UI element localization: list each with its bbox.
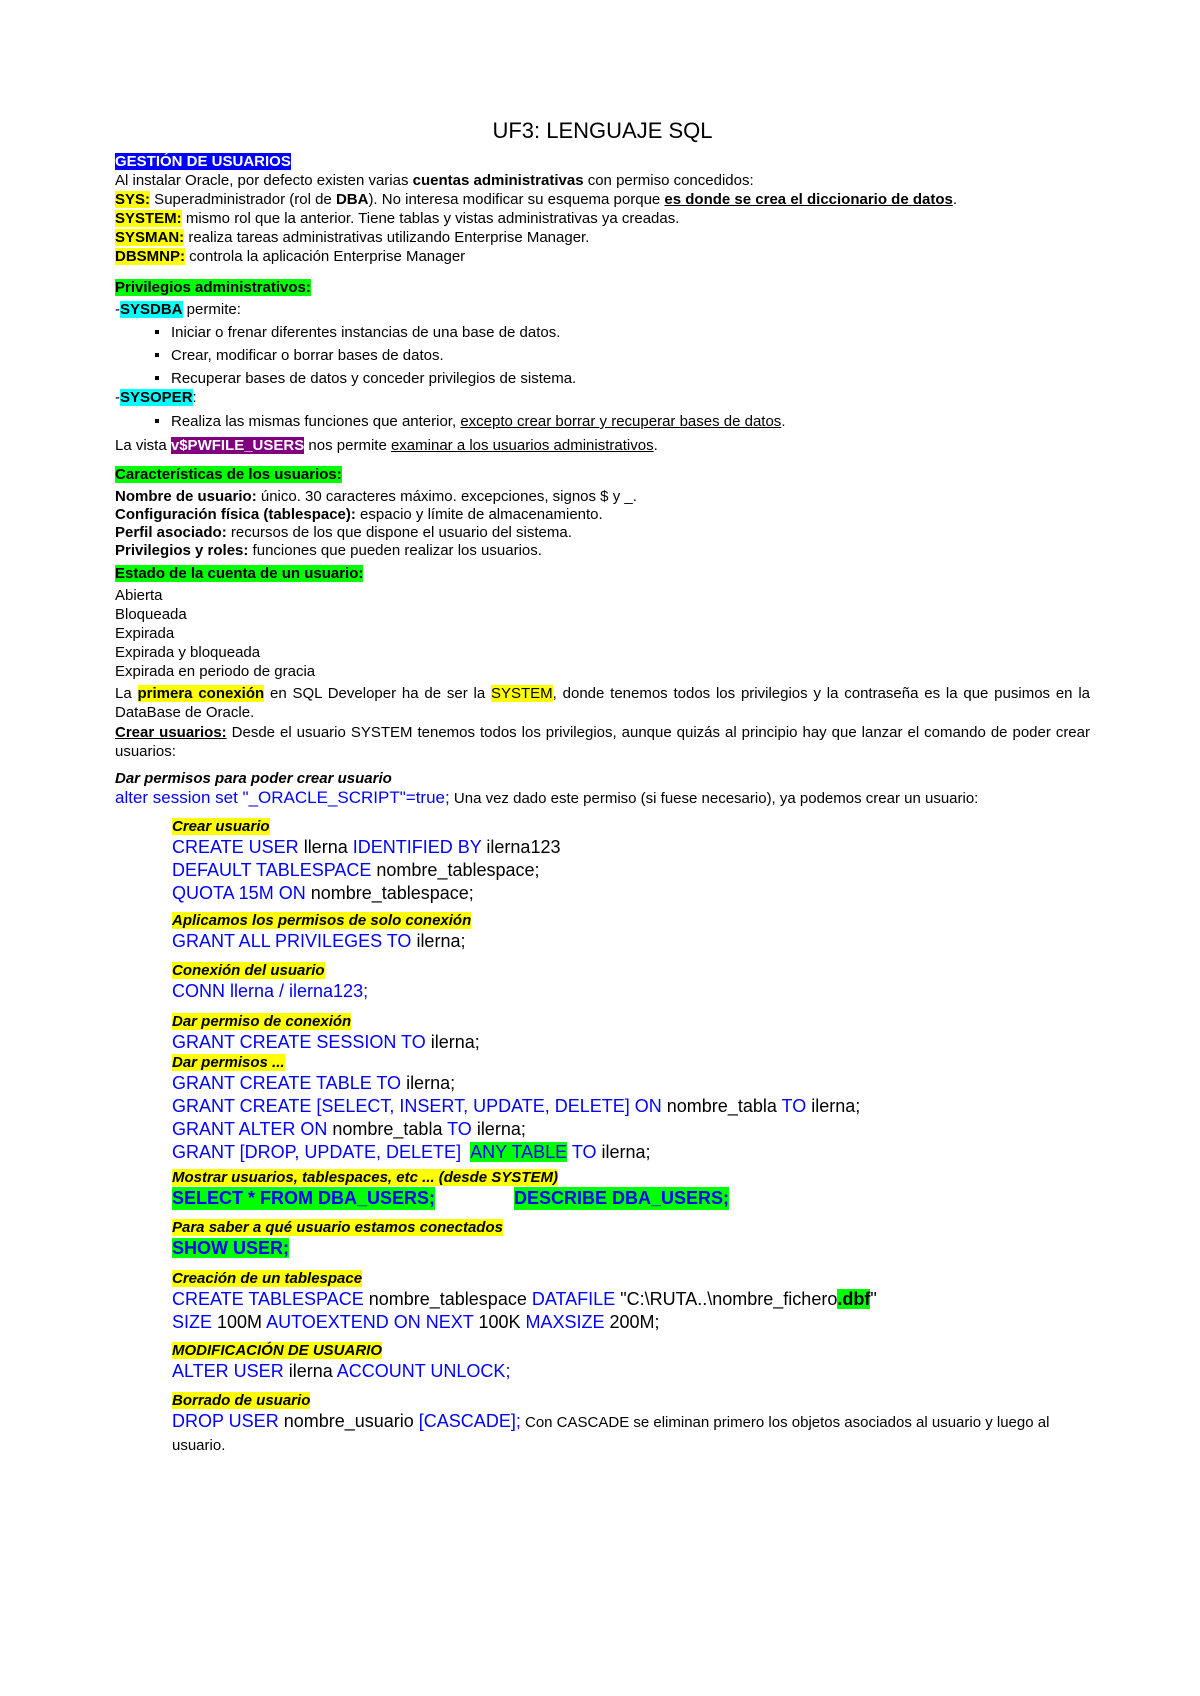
estado-item: Bloqueada <box>115 606 187 623</box>
list-item: Recuperar bases de datos y conceder privilegios de sistema. <box>115 367 1090 390</box>
saber-heading: Para saber a qué usuario estamos conectados <box>172 1219 503 1236</box>
estado-item: Expirada en periodo de gracia <box>115 663 316 680</box>
saber-block: Para saber a qué usuario estamos conectados SHOW USER; <box>172 1219 503 1258</box>
crear-usuario-block: Crear usuario CREATE USER llerna IDENTIFIED BY ilerna123 DEFAULT TABLESPACE nombre_tablespace; QUOTA 15M ON nombre_tablespace; <box>172 818 561 903</box>
gestion-heading: GESTIÓN DE USUARIOS <box>115 153 291 170</box>
aplicamos-heading: Aplicamos los permisos de solo conexión <box>172 912 472 929</box>
sysoper-list <box>115 410 1090 433</box>
document-title: UF3: LENGUAJE SQL <box>492 118 713 143</box>
system-line: SYSTEM: mismo rol que la anterior. Tiene tablas y vistas administrativas ya creadas. <box>115 210 680 227</box>
dar-permisos-heading: Dar permisos ... <box>172 1054 285 1071</box>
borrado-heading: Borrado de usuario <box>172 1392 311 1409</box>
select-dba-users: SELECT * FROM DBA_USERS; <box>172 1188 436 1208</box>
caracteristica-row: Perfil asociado: recursos de los que dispone el usuario del sistema. <box>115 524 572 541</box>
estado-section <box>115 562 1090 681</box>
list-item: Crear, modificar o borrar bases de datos. <box>115 344 1090 367</box>
tablespace-block: Creación de un tablespace CREATE TABLESPACE nombre_tablespace DATAFILE "C:\RUTA..\nombre_fichero.dbf" SIZE 100M AUTOEXTEND ON NEXT 100K MAXSIZE 200M; <box>172 1270 877 1332</box>
crear-usuarios-paragraph: Crear usuarios: Desde el usuario SYSTEM tenemos todos los privilegios, aunque quizás al principio hay que lanzar el comando de poder crear usuarios: <box>115 724 1090 760</box>
caracteristicas-heading: Características de los usuarios: <box>115 466 342 483</box>
privilegios-heading: Privilegios administrativos: <box>115 279 311 296</box>
sysdba-list <box>115 321 1090 390</box>
modificacion-heading: MODIFICACIÓN DE USUARIO <box>172 1342 382 1359</box>
sysman-line: SYSMAN: realiza tareas administrativas utilizando Enterprise Manager. <box>115 229 590 246</box>
estado-item: Expirada <box>115 625 175 642</box>
tablespace-heading: Creación de un tablespace <box>172 1270 363 1287</box>
gestion-section <box>115 152 1090 266</box>
sys-line: SYS: Superadministrador (rol de DBA). No interesa modificar su esquema porque es donde se crea el diccionario de datos. <box>115 191 958 208</box>
borrado-block: Borrado de usuario DROP USER nombre_usuario [CASCADE]; Con CASCADE se eliminan primero los objetos asociados al usuario y luego al usuario. <box>172 1392 1050 1454</box>
dar-permiso-conexion-block: Dar permiso de conexión GRANT CREATE SESSION TO ilerna; Dar permisos ... GRANT CREATE TABLE TO ilerna; GRANT CREATE [SELECT, INSERT, UPDATE, DELETE] ON nombre_tabla TO ilerna; GRANT ALTER ON nombre_tabla TO ilerna; GRANT [DROP, UPDATE, DELETE] ANY TABLE TO ilerna; <box>172 1013 861 1162</box>
dbsmnp-line: DBSMNP: controla la aplicación Enterprise Manager <box>115 248 466 265</box>
gestion-intro: Al instalar Oracle, por defecto existen varias cuentas administrativas con permiso concedidos: <box>115 172 754 189</box>
sysoper-line: -SYSOPER: <box>115 389 197 406</box>
estado-item: Abierta <box>115 587 163 604</box>
caracteristica-row: Nombre de usuario: único. 30 caracteres máximo. excepciones, signos $ y _. <box>115 488 637 505</box>
aplicamos-block: Aplicamos los permisos de solo conexión GRANT ALL PRIVILEGES TO ilerna; <box>172 912 472 951</box>
mostrar-block <box>172 1168 1090 1210</box>
privilegios-section <box>115 277 1090 433</box>
sysdba-line: -SYSDBA permite: <box>115 301 241 318</box>
caracteristica-row: Privilegios y roles: funciones que pueden realizar los usuarios. <box>115 542 542 559</box>
mostrar-heading: Mostrar usuarios, tablespaces, etc ... (desde SYSTEM) <box>172 1169 558 1186</box>
estado-heading: Estado de la cuenta de un usuario: <box>115 565 364 582</box>
estado-item: Expirada y bloqueada <box>115 644 261 661</box>
describe-dba-users: DESCRIBE DBA_USERS; <box>514 1188 730 1208</box>
conexion-paragraph: La primera conexión en SQL Developer ha de ser la SYSTEM, donde tenemos todos los privilegios y la contraseña es la que pusimos en la DataBase de Oracle. <box>115 685 1090 721</box>
list-item: Realiza las mismas funciones que anterior, excepto crear borrar y recuperar bases de datos. <box>115 410 1090 433</box>
modificacion-block: MODIFICACIÓN DE USUARIO ALTER USER ilerna ACCOUNT UNLOCK; <box>172 1342 511 1381</box>
list-item: Iniciar o frenar diferentes instancias de una base de datos. <box>115 321 1090 344</box>
permisos-heading: Dar permisos para poder crear usuario <box>115 770 392 787</box>
vista-line: La vista v$PWFILE_USERS nos permite examinar a los usuarios administrativos. <box>115 437 658 454</box>
caracteristica-row: Configuración física (tablespace): espacio y límite de almacenamiento. <box>115 506 603 523</box>
alter-session-line: alter session set "_ORACLE_SCRIPT"=true; Una vez dado este permiso (si fuese necesario), ya podemos crear un usuario: <box>115 788 979 807</box>
crear-usuario-heading: Crear usuario <box>172 818 270 835</box>
conexion-usuario-block: Conexión del usuario CONN llerna / ilerna123; <box>172 962 369 1001</box>
conexion-usuario-heading: Conexión del usuario <box>172 962 325 979</box>
caracteristicas-section <box>115 462 1090 560</box>
dar-permiso-conexion-heading: Dar permiso de conexión <box>172 1013 352 1030</box>
